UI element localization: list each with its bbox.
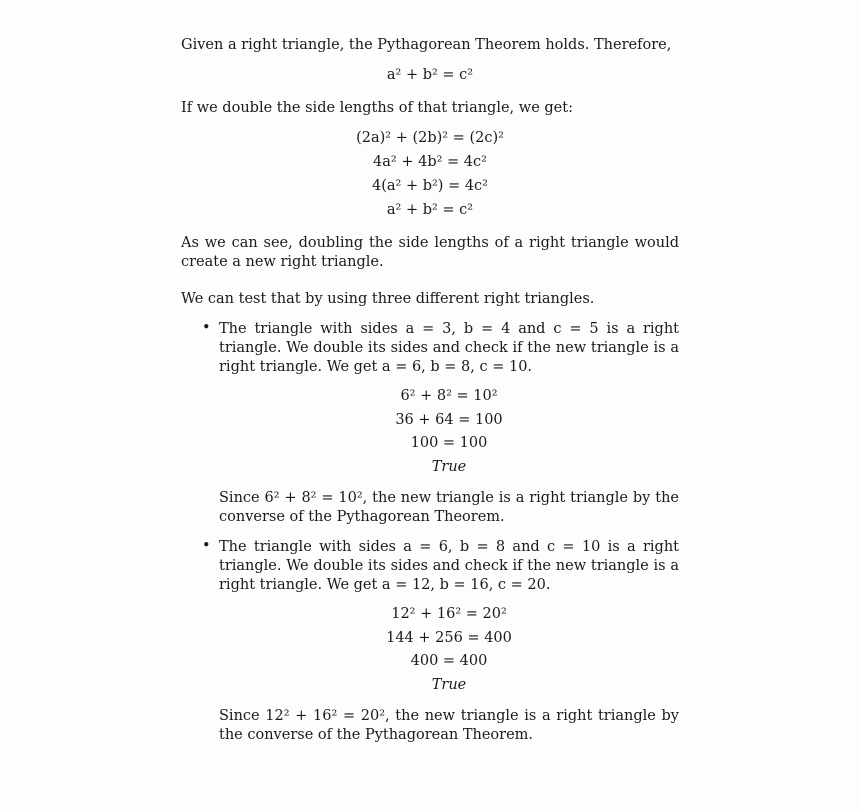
item-text: The triangle with sides a = 6, b = 8 and c = 10 is a right triangle. We double its sides and check if the new triangle is a right triangle. We get a = 12, b = 16, c = 20.: [219, 539, 679, 593]
example-list: [181, 320, 679, 377]
intro-paragraph: Given a right triangle, the Pythagorean Theorem holds. Therefore,: [181, 37, 672, 53]
equation-line: 100 = 100: [410, 435, 488, 451]
equation-line: a² + b² = c²: [386, 67, 474, 83]
example-equations: [181, 603, 679, 697]
double-paragraph: If we double the side lengths of that triangle, we get:: [181, 100, 573, 116]
conclusion-paragraph: As we can see, doubling the side lengths of a right triangle would create a new right triangle.: [181, 235, 679, 270]
derivation-line: a² + b² = c²: [386, 202, 474, 218]
equation-line: 144 + 256 = 400: [386, 629, 512, 646]
equation-line: 400 = 400: [410, 653, 488, 669]
since-paragraph: Since 6² + 8² = 10², the new triangle is a right triangle by the converse of the Pythagorean Theorem.: [219, 490, 679, 525]
item-text: The triangle with sides a = 3, b = 4 and c = 5 is a right triangle. We double its sides and check if the new triangle is a right triangle. We get a = 6, b = 8, c = 10.: [219, 321, 679, 375]
derivation-block: [181, 126, 679, 222]
example-list: [181, 538, 679, 595]
example-equations: [181, 385, 679, 479]
equation-line: 12² + 16² = 20²: [391, 606, 507, 622]
bullet-icon: •: [202, 320, 211, 336]
document-page: [181, 36, 679, 745]
derivation-line: (2a)² + (2b)² = (2c)²: [356, 130, 504, 146]
since-paragraph: Since 12² + 16² = 20², the new triangle is a right triangle by the converse of the Pythagorean Theorem.: [219, 708, 679, 743]
equation-line: True: [431, 676, 467, 693]
equation-line: 36 + 64 = 100: [395, 411, 503, 428]
derivation-line: 4(a² + b²) = 4c²: [372, 178, 488, 194]
test-intro-paragraph: We can test that by using three different right triangles.: [181, 291, 595, 307]
list-item: [181, 320, 679, 377]
equation-line: 6² + 8² = 10²: [400, 388, 498, 404]
list-item: [181, 538, 679, 595]
derivation-line: 4a² + 4b² = 4c²: [373, 154, 487, 170]
equation-line: True: [431, 458, 467, 475]
bullet-icon: •: [202, 538, 211, 554]
pythagorean-equation: [181, 63, 679, 87]
